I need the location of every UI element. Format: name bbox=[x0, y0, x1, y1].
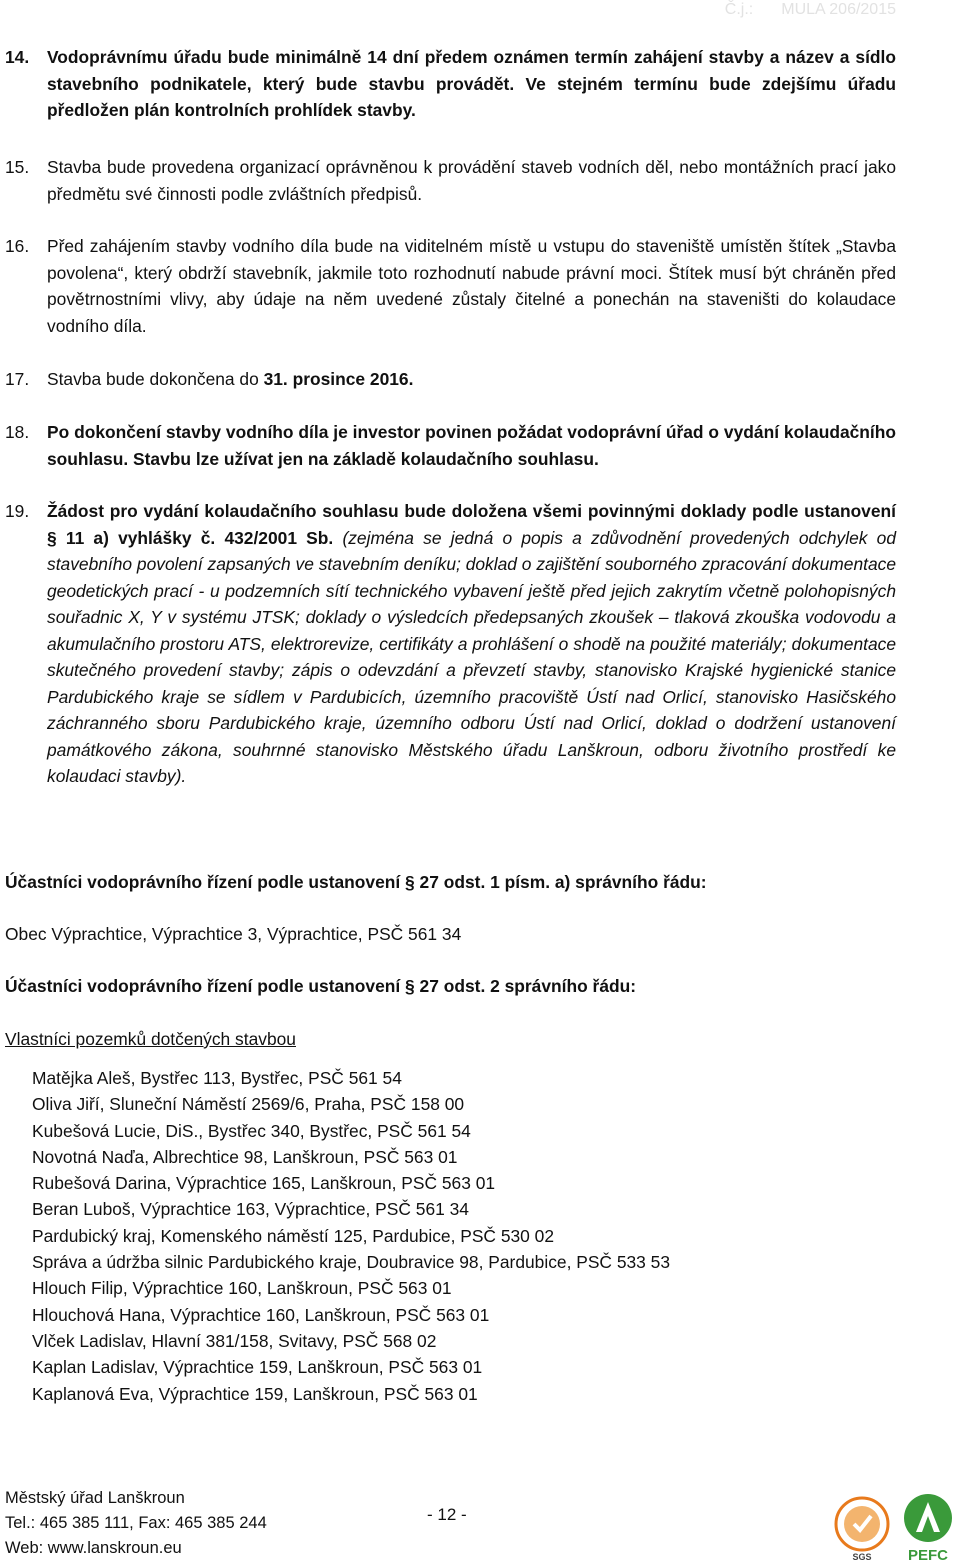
condition-18 bbox=[5, 419, 896, 472]
item-number: 15. bbox=[5, 157, 30, 177]
page-number: - 12 - bbox=[427, 1505, 467, 1524]
list-item: Správa a údržba silnic Pardubického kraje, Doubravice 98, Pardubice, PSČ 533 53 bbox=[32, 1252, 671, 1273]
footer-contact bbox=[5, 1486, 267, 1561]
list-item: Novotná Naďa, Albrechtice 98, Lanškroun, PSČ 563 01 bbox=[32, 1146, 458, 1167]
item-text: Před zahájením stavby vodního díla bude na viditelném místě u vstupu do staveniště umístěn štítek „Stavba povolena“, který obdrží stavebník, jakmile toto rozhodnutí nabude právní moci. Štítek musí být chráněn před povětrnostními vlivy, aby údaje na něm uvedené zůstaly čitelné a ponechán na staveništi do kolaudace vodního díla. bbox=[47, 236, 896, 336]
item-text: Po dokončení stavby vodního díla je investor povinen požádat vodoprávní úřad o vydání kolaudačního souhlasu. Stavbu lze užívat jen na základě kolaudačního souhlasu. bbox=[47, 422, 896, 469]
item-text-italic: (zejména se jedná o popis a zdůvodnění provedených odchylek od stavebního povolení zapsaných ve stavebním deníku; doklad o zajištění souborného zpracování dokumentace geodetických prací - u podzemních sítí technického vybavení ještě před jejich zakrytím včetně polohopisných souřadnic X, Y v systému JTSK; doklady o výsledcích předepsaných zkoušek – tlaková zkouška vodovodu a akumulačního prostoru ATS, elektrorevize, certifikáty a prohlášení o shodě na použité materiály; dokumentace skutečného provedení stavby; zápis o odevzdání a převzetí stavby, stanovisko Krajské hygienické stanice Pardubického kraje se sídlem v Pardubicích, územního pracoviště Ústí nad Orlicí, stanovisko Hasičského záchranného sboru Pardubického kraje, územního odboru Ústí nad Orlicí, doklad o dodržení ustanovení památkového zákona, souhrnné stanovisko Městského úřadu Lanškroun, odboru životního prostředí ke kolaudaci stavby). bbox=[47, 527, 896, 786]
sgs-certification-icon bbox=[836, 1498, 888, 1562]
owners-subheading: Vlastníci pozemků dotčených stavbou bbox=[5, 1029, 296, 1049]
item-number: 17. bbox=[5, 369, 30, 389]
condition-17 bbox=[5, 366, 896, 393]
list-item: Kaplan Ladislav, Výprachtice 159, Lanškroun, PSČ 563 01 bbox=[32, 1357, 483, 1378]
sgs-logo-text: SGS bbox=[852, 1552, 872, 1562]
item-number: 18. bbox=[5, 422, 30, 442]
list-item: Kubešová Lucie, DiS., Bystřec 340, Bystřec, PSČ 561 54 bbox=[32, 1120, 471, 1141]
item-number: 16. bbox=[5, 236, 30, 256]
item-text-bold: Žádost pro vydání kolaudačního souhlasu bude doložena všemi povinnými doklady podle ustanovení § 11 a) vyhlášky č. 432/2001 Sb. bbox=[47, 501, 896, 548]
item-text: Vodoprávnímu úřadu bude minimálně 14 dní předem oznámen termín zahájení stavby a název a sídlo stavebního podnikatele, který bude stavbu provádět. bbox=[47, 47, 896, 94]
list-item: Beran Luboš, Výprachtice 163, Výprachtice, PSČ 561 34 bbox=[32, 1199, 469, 1220]
completion-date: 31. prosince 2016. bbox=[263, 369, 414, 389]
list-item: Oliva Jiří, Sluneční Náměstí 2569/6, Praha, PSČ 158 00 bbox=[32, 1094, 465, 1115]
condition-19 bbox=[5, 498, 896, 790]
ref-number: MULA 206/2015 bbox=[781, 1, 896, 18]
item-text-cont: Ve stejném termínu bude zdejšímu úřadu předložen plán kontrolních prohlídek stavby. bbox=[47, 73, 896, 120]
list-item: Rubešová Darina, Výprachtice 165, Lanškroun, PSČ 563 01 bbox=[32, 1173, 496, 1194]
reference-number bbox=[697, 1, 896, 19]
pefc-icon bbox=[904, 1494, 952, 1564]
office-name: Městský úřad Lanškroun bbox=[5, 1489, 185, 1507]
list-item: Hlouch Filip, Výprachtice 160, Lanškroun, PSČ 563 01 bbox=[32, 1278, 452, 1299]
list-item: Kaplanová Eva, Výprachtice 159, Lanškroun, PSČ 563 01 bbox=[32, 1383, 478, 1404]
office-phone: Tel.: 465 385 111, Fax: 465 385 244 bbox=[5, 1514, 267, 1532]
participants-a-heading: Účastníci vodoprávního řízení podle ustanovení § 27 odst. 1 písm. a) správního řádu: bbox=[5, 872, 707, 892]
participant-entry: Obec Výprachtice, Výprachtice 3, Výprachtice, PSČ 561 34 bbox=[5, 924, 462, 944]
list-item: Matějka Aleš, Bystřec 113, Bystřec, PSČ 561 54 bbox=[32, 1068, 402, 1088]
participants-b-heading: Účastníci vodoprávního řízení podle ustanovení § 27 odst. 2 správního řádu: bbox=[5, 976, 637, 996]
list-item: Hlouchová Hana, Výprachtice 160, Lanškroun, PSČ 563 01 bbox=[32, 1304, 490, 1325]
owners-list bbox=[32, 1065, 670, 1407]
item-number: 14. bbox=[5, 47, 30, 67]
certification-logos bbox=[832, 1488, 960, 1564]
list-item: Vlček Ladislav, Hlavní 381/158, Svitavy, PSČ 568 02 bbox=[32, 1330, 437, 1351]
item-text: Stavba bude dokončena do bbox=[47, 369, 264, 389]
item-text: Stavba bude provedena organizací oprávněnou k provádění staveb vodních děl, nebo montážních prací jako předmětu své činnosti podle zvláštních předpisů. bbox=[47, 157, 896, 204]
condition-15 bbox=[5, 154, 896, 207]
list-item: Pardubický kraj, Komenského náměstí 125, Pardubice, PSČ 530 02 bbox=[32, 1225, 555, 1246]
condition-14 bbox=[5, 44, 896, 124]
ref-label: Č.j.: bbox=[724, 1, 754, 18]
condition-16 bbox=[5, 233, 896, 339]
item-number: 19. bbox=[5, 501, 30, 521]
office-web: Web: www.lanskroun.eu bbox=[5, 1539, 182, 1557]
pefc-logo-text: PEFC bbox=[907, 1547, 949, 1564]
